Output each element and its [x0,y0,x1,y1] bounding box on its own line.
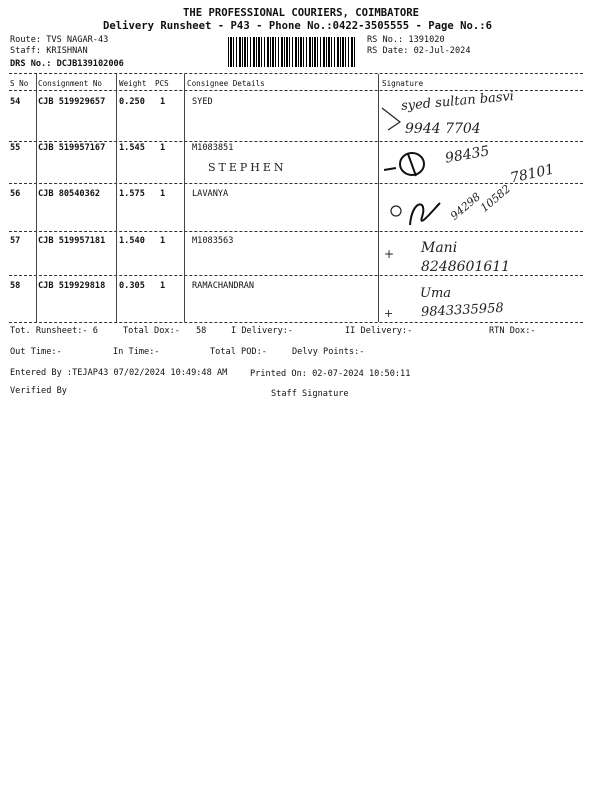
route-value: TVS NAGAR-43 [46,35,109,45]
cell-sno: 54 [10,97,21,107]
tot-runsheet: Tot. Runsheet:- 6 [10,326,98,336]
cell-sno: 57 [10,236,21,246]
signature-mark: + [384,307,394,320]
cell-weight: 1.545 [119,143,145,153]
total-dox-value: 58 [196,326,207,336]
total-dox-label: Total Dox:- [123,326,180,336]
signature-scribble [380,100,410,135]
signature-line-1: Mani [421,240,458,256]
in-time-label: In Time:- [113,347,160,357]
rs-date-label: RS Date: [367,46,409,56]
signature-line-2: 10582 [477,182,514,215]
cell-pcs: 1 [160,143,166,153]
header-signature: Signature [382,79,424,88]
cell-pcs: 1 [160,189,166,199]
staff-label: Staff: [10,46,42,56]
cell-weight: 1.575 [119,189,145,199]
cell-consignee: RAMACHANDRAN [192,281,255,291]
staff-signature: Staff Signature [271,389,349,399]
cell-pcs: 1 [160,236,166,246]
signature-scribble [388,195,448,230]
row-rule [9,275,583,276]
cell-consignee: SYED [192,97,213,107]
entered-by: Entered By :TEJAP43 07/02/2024 10:49:48 AM [10,368,228,378]
signature-line-1: 94298 [447,190,484,223]
table-top-rule [9,73,583,74]
col-divider [116,74,117,322]
drs-label: DRS No.: [10,59,52,69]
header-consignment: Consignment No [38,79,103,88]
barcode [228,37,356,67]
signature-line-1: syed sultan basvi [400,89,515,114]
cell-consignment: CJB 519929818 [38,281,106,291]
staff-value: KRISHNAN [46,46,88,56]
drs-value: DCJB139102006 [56,59,124,69]
staff-line [10,46,88,56]
cell-weight: 1.540 [119,236,145,246]
rs-no-line [367,35,445,45]
row-rule [9,231,583,232]
cell-consignee: LAVANYA [192,189,229,199]
company-title: THE PROFESSIONAL COURIERS, COIMBATORE [183,7,419,19]
signature-line-1: 98435 [443,143,491,167]
signature-line-2: 8248601611 [421,259,511,275]
cell-weight: 0.250 [119,97,145,107]
route-line [10,35,108,45]
cell-consignment: CJB 519929657 [38,97,106,107]
i-delivery-label: I Delivery:- [231,326,294,336]
cell-sno: 58 [10,281,21,291]
cell-sno: 55 [10,143,21,153]
signature-mark: + [384,247,395,261]
rs-date-line [367,46,471,56]
ii-delivery-label: II Delivery:- [345,326,413,336]
header-pcs: PCS [155,79,169,88]
row-rule [9,141,583,142]
delvy-points-label: Delvy Points:- [292,347,365,357]
cell-consignment: CJB 80540362 [38,189,101,199]
cell-consignee: M1083563 [192,236,234,246]
header-consignee: Consignee Details [187,79,265,88]
col-divider [36,74,37,322]
signature-scribble [382,148,442,178]
printed-on: Printed On: 02-07-2024 10:50:11 [250,369,411,379]
cell-consignee: M1083851 [192,143,234,153]
row-rule [9,183,583,184]
rtn-dox-label: RTN Dox:- [489,326,536,336]
rs-no-value: 1391020 [408,35,445,45]
out-time-label: Out Time:- [10,347,62,357]
cell-consignment: CJB 519957181 [38,236,106,246]
route-label: Route: [10,35,42,45]
col-divider [184,74,185,322]
total-pod-label: Total POD:- [210,347,267,357]
table-bottom-rule [9,322,583,323]
drs-line [10,59,124,69]
cell-pcs: 1 [160,97,166,107]
cell-weight: 0.305 [119,281,145,291]
header-sno: S No [10,79,29,88]
cell-consignment: CJB 519957167 [38,143,106,153]
col-divider [378,74,379,322]
signature-line-2: 9843335958 [420,300,505,321]
consignee-handwritten-note: STEPHEN [208,161,287,174]
runsheet-subtitle: Delivery Runsheet - P43 - Phone No.:0422-3505555 - Page No.:6 [103,20,493,32]
signature-line-1: Uma [420,286,452,301]
signature-line-2: 78101 [508,161,556,187]
rs-no-label: RS No.: [367,35,404,45]
cell-sno: 56 [10,189,21,199]
rs-date-value: 02-Jul-2024 [413,46,471,56]
verified-by: Verified By [10,386,67,396]
cell-pcs: 1 [160,281,166,291]
header-weight: Weight [119,79,147,88]
signature-line-2: 9944 7704 [405,121,481,137]
